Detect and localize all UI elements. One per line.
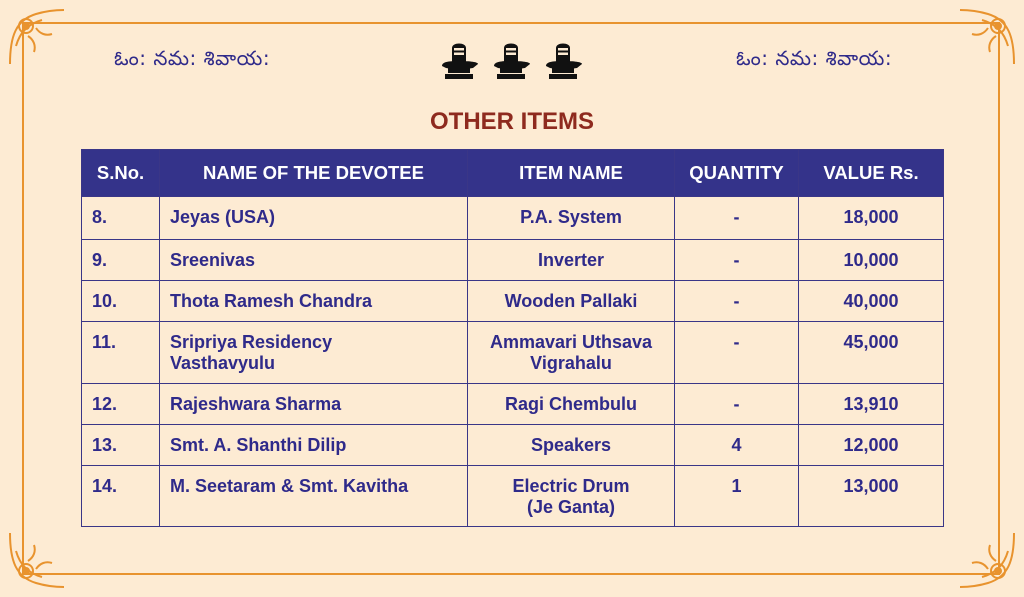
cell-sno: 13. <box>82 425 160 466</box>
cell-quantity: - <box>675 281 799 322</box>
column-header-quantity: QUANTITY <box>675 150 799 197</box>
shivalingam-icon <box>440 40 478 80</box>
page-title: OTHER ITEMS <box>429 108 594 135</box>
cell-item-name: P.A. System <box>468 197 675 240</box>
cell-value: 18,000 <box>799 197 944 240</box>
cell-value: 45,000 <box>799 322 944 384</box>
cell-devotee-name: Smt. A. Shanthi Dilip <box>160 425 468 466</box>
floral-corner-ornament-icon <box>6 529 68 591</box>
cell-sno: 10. <box>82 281 160 322</box>
table-row <box>82 197 944 240</box>
cell-value: 40,000 <box>799 281 944 322</box>
greeting-right: ఓం: నమ: శివాయ: <box>736 46 893 70</box>
greeting-left: ఓం: నమ: శివాయ: <box>114 46 271 70</box>
table-row <box>82 384 944 425</box>
column-header-sno: S.No. <box>82 150 160 197</box>
cell-devotee-name: Rajeshwara Sharma <box>160 384 468 425</box>
cell-value: 10,000 <box>799 240 944 281</box>
cell-sno: 8. <box>82 197 160 240</box>
cell-item-name: Ammavari Uthsava Vigrahalu <box>468 322 675 384</box>
table-row <box>82 240 944 281</box>
cell-devotee-name: Sripriya Residency Vasthavyulu <box>160 322 468 384</box>
cell-item-name: Electric Drum (Je Ganta) <box>468 466 675 527</box>
cell-item-name: Ragi Chembulu <box>468 384 675 425</box>
table-row <box>82 466 944 527</box>
cell-quantity: 4 <box>675 425 799 466</box>
column-header-value: VALUE Rs. <box>799 150 944 197</box>
column-header-devotee: NAME OF THE DEVOTEE <box>160 150 468 197</box>
cell-item-name: Speakers <box>468 425 675 466</box>
table-row <box>82 322 944 384</box>
cell-quantity: 1 <box>675 466 799 527</box>
cell-quantity: - <box>675 322 799 384</box>
floral-corner-ornament-icon <box>6 6 68 68</box>
cell-sno: 11. <box>82 322 160 384</box>
cell-value: 12,000 <box>799 425 944 466</box>
cell-quantity: - <box>675 197 799 240</box>
cell-devotee-name: M. Seetaram & Smt. Kavitha <box>160 466 468 527</box>
floral-corner-ornament-icon <box>956 6 1018 68</box>
donation-items-table <box>81 149 944 527</box>
cell-value: 13,910 <box>799 384 944 425</box>
floral-corner-ornament-icon <box>956 529 1018 591</box>
shivalingam-icon <box>492 40 530 80</box>
cell-devotee-name: Sreenivas <box>160 240 468 281</box>
cell-item-name: Inverter <box>468 240 675 281</box>
cell-devotee-name: Jeyas (USA) <box>160 197 468 240</box>
cell-sno: 14. <box>82 466 160 527</box>
column-header-item: ITEM NAME <box>468 150 675 197</box>
cell-value: 13,000 <box>799 466 944 527</box>
cell-item-name: Wooden Pallaki <box>468 281 675 322</box>
cell-sno: 9. <box>82 240 160 281</box>
cell-sno: 12. <box>82 384 160 425</box>
emblem-group <box>440 40 582 80</box>
table-header-row <box>82 150 944 197</box>
table-row <box>82 425 944 466</box>
cell-quantity: - <box>675 240 799 281</box>
cell-quantity: - <box>675 384 799 425</box>
cell-devotee-name: Thota Ramesh Chandra <box>160 281 468 322</box>
shivalingam-icon <box>544 40 582 80</box>
table-row <box>82 281 944 322</box>
